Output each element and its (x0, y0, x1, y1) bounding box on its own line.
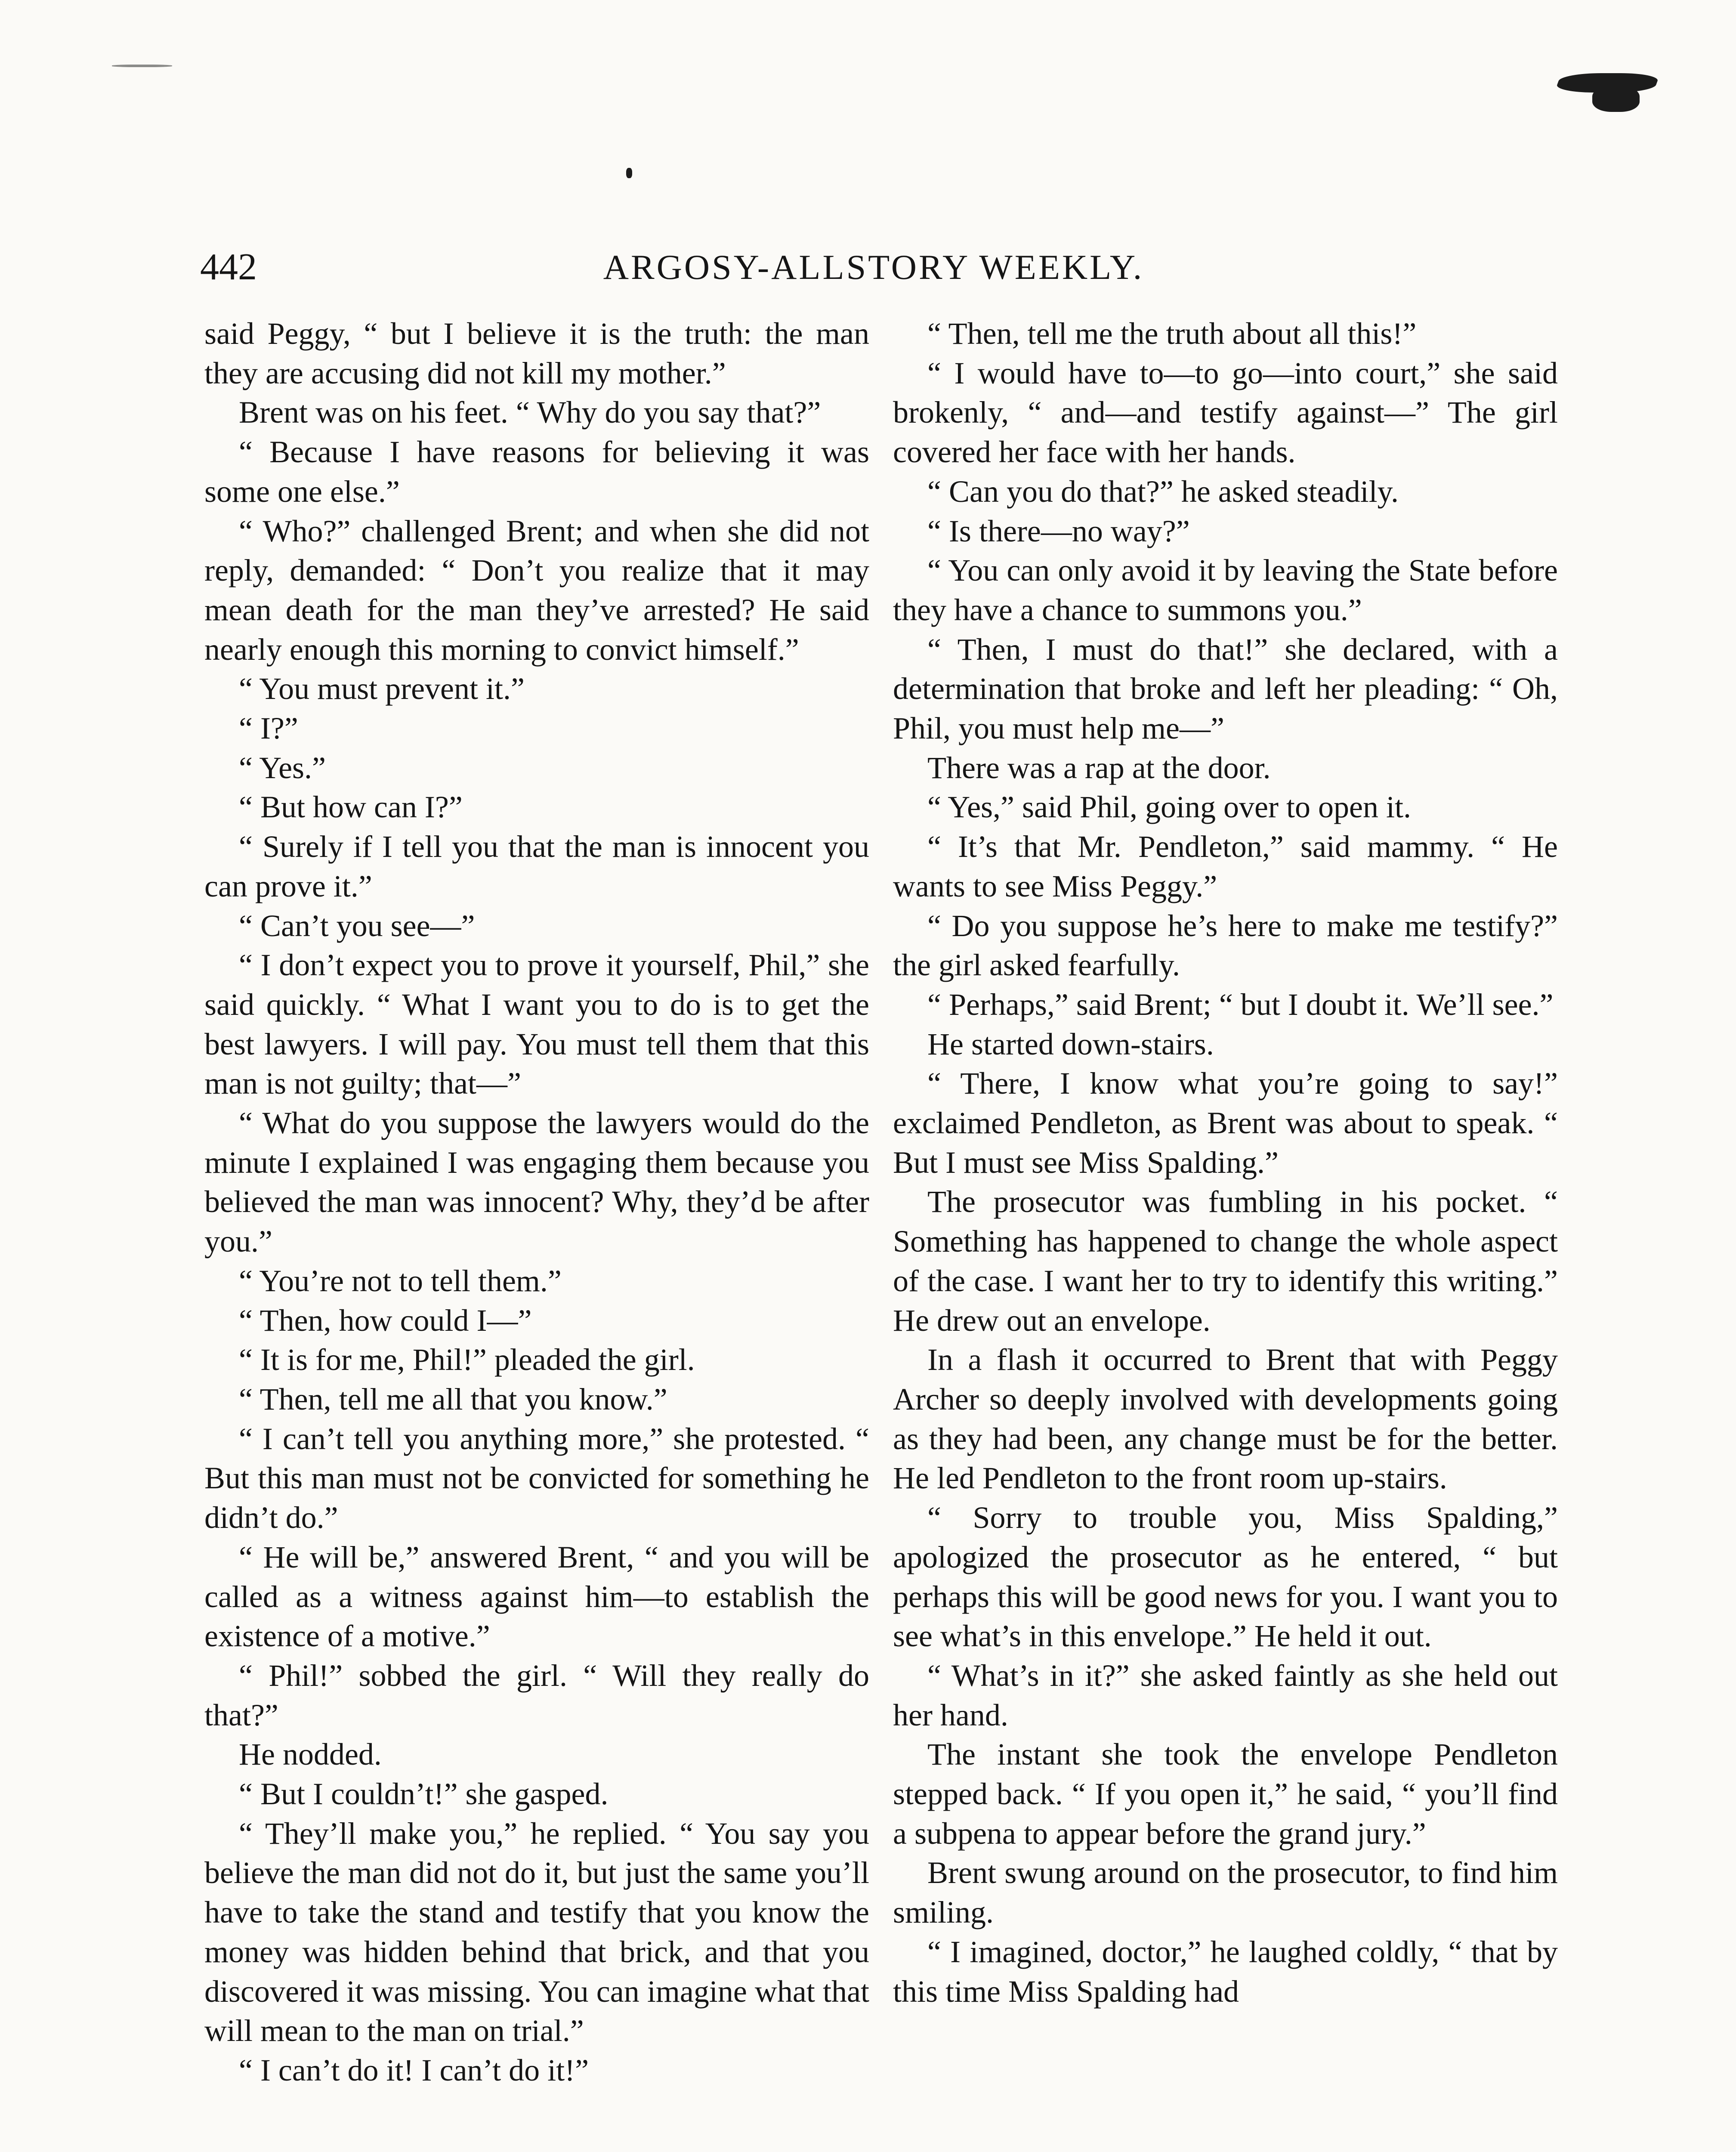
paragraph: “ I can’t tell you anything more,” she protested. “ But this man must not be convicted for something he didn’t do.” (204, 1421, 869, 1535)
paragraph: “ They’ll make you,” he replied. “ You say you believe the man did not do it, but just the same you’ll have to take the stand and testify that you know the money was hidden behind that brick, and that you discovered it was missing. You can imagine what that will mean to the man on trial.” (204, 1816, 869, 2048)
paragraph: “ It’s that Mr. Pendleton,” said mammy. “ He wants to see Miss Peggy.” (893, 829, 1558, 903)
paragraph: “ There, I know what you’re going to say!” exclaimed Pendleton, as Brent was about to speak. “ But I must see Miss Spalding.” (893, 1066, 1558, 1180)
paragraph: The prosecutor was fumbling in his pocket. “ Something has happened to change the whole aspect of the case. I want her to try to identify this writing.” He drew out an envelope. (893, 1184, 1558, 1338)
paragraph: The instant she took the envelope Pendleton stepped back. “ If you open it,” he said, “ you’ll find a subpena to appear before the grand jury.” (893, 1737, 1558, 1851)
paragraph: “ But how can I?” (239, 790, 463, 825)
left-column (204, 314, 869, 2090)
paragraph: “ I would have to—to go—into court,” she said brokenly, “ and—and testify against—” The girl covered her face with her hands. (893, 356, 1558, 470)
paragraph: “ Sorry to trouble you, Miss Spalding,” apologized the prosecutor as he entered, “ but perhaps this will be good news for you. I want you to see what’s in this envelope.” He held it out. (893, 1500, 1558, 1654)
paragraph: “ I?” (239, 711, 298, 746)
paragraph: “ It is for me, Phil!” pleaded the girl. (239, 1342, 695, 1377)
paragraph: “ Who?” challenged Brent; and when she did not reply, demanded: “ Don’t you realize that it may mean death for the man they’ve arrested? He said nearly enough this morning to convict himself.” (204, 513, 869, 667)
paragraph: There was a rap at the door. (927, 750, 1271, 785)
ink-mark (1592, 86, 1640, 112)
running-head: ARGOSY-ALLSTORY WEEKLY. (603, 247, 1144, 287)
paragraph: “ Then, tell me all that you know.” (239, 1382, 667, 1416)
paragraph: He nodded. (239, 1737, 382, 1772)
paragraph: “ Yes.” (239, 750, 326, 785)
paragraph: “ What do you suppose the lawyers would do the minute I explained I was engaging them because you believed the man was innocent? Why, they’d be after you.” (204, 1106, 869, 1259)
paragraph: “ You must prevent it.” (239, 671, 525, 706)
paragraph: “ Then, how could I—” (239, 1303, 532, 1338)
page-number: 442 (200, 246, 257, 288)
paragraph: Brent was on his feet. “ Why do you say that?” (239, 395, 821, 430)
paragraph: “ Because I have reasons for believing it was some one else.” (204, 435, 869, 509)
ink-mark (626, 168, 632, 178)
paragraph: “ Can’t you see—” (239, 908, 475, 943)
paragraph: “ Can you do that?” he asked steadily. (927, 474, 1399, 509)
paragraph: “ I imagined, doctor,” he laughed coldly, “ that by this time Miss Spalding had (893, 1934, 1558, 2009)
paragraph: He started down-stairs. (927, 1027, 1214, 1061)
page-header (200, 244, 1547, 291)
paragraph: In a flash it occurred to Brent that with Peggy Archer so deeply involved with developments going as they had been, any change must be for the better. He led Pendleton to the front room up-stairs. (893, 1342, 1558, 1496)
paragraph: “ Then, tell me the truth about all this!” (927, 316, 1417, 351)
paragraph: “ Then, I must do that!” she declared, with a determination that broke and left her pleading: “ Oh, Phil, you must help me—” (893, 632, 1558, 746)
paragraph: “ But I couldn’t!” she gasped. (239, 1777, 609, 1812)
paragraph: “ Phil!” sobbed the girl. “ Will they really do that?” (204, 1658, 869, 1732)
paragraph: “ Yes,” said Phil, going over to open it. (927, 790, 1411, 825)
ink-mark (112, 65, 172, 67)
paragraph: said Peggy, “ but I believe it is the truth: the man they are accusing did not kill my mother.” (204, 316, 869, 390)
right-column (893, 314, 1558, 2011)
paragraph: “ Surely if I tell you that the man is innocent you can prove it.” (204, 829, 869, 903)
paragraph: “ Do you suppose he’s here to make me testify?” the girl asked fearfully. (893, 908, 1558, 983)
paragraph: “ Perhaps,” said Brent; “ but I doubt it. We’ll see.” (927, 987, 1554, 1022)
paragraph: “ I don’t expect you to prove it yourself, Phil,” she said quickly. “ What I want you to do is to get the best lawyers. I will pay. You must tell them that this man is not guilty; that—” (204, 948, 869, 1101)
paragraph: “ What’s in it?” she asked faintly as she held out her hand. (893, 1658, 1558, 1732)
paragraph: Brent swung around on the prosecutor, to find him smiling. (893, 1855, 1558, 1930)
paragraph: “ You can only avoid it by leaving the State before they have a chance to summons you.” (893, 553, 1558, 627)
paragraph: “ I can’t do it! I can’t do it!” (239, 2053, 589, 2087)
paragraph: “ You’re not to tell them.” (239, 1263, 562, 1298)
paragraph: “ He will be,” answered Brent, “ and you will be called as a witness against him—to establish the existence of a motive.” (204, 1540, 869, 1654)
paragraph: “ Is there—no way?” (927, 513, 1190, 548)
